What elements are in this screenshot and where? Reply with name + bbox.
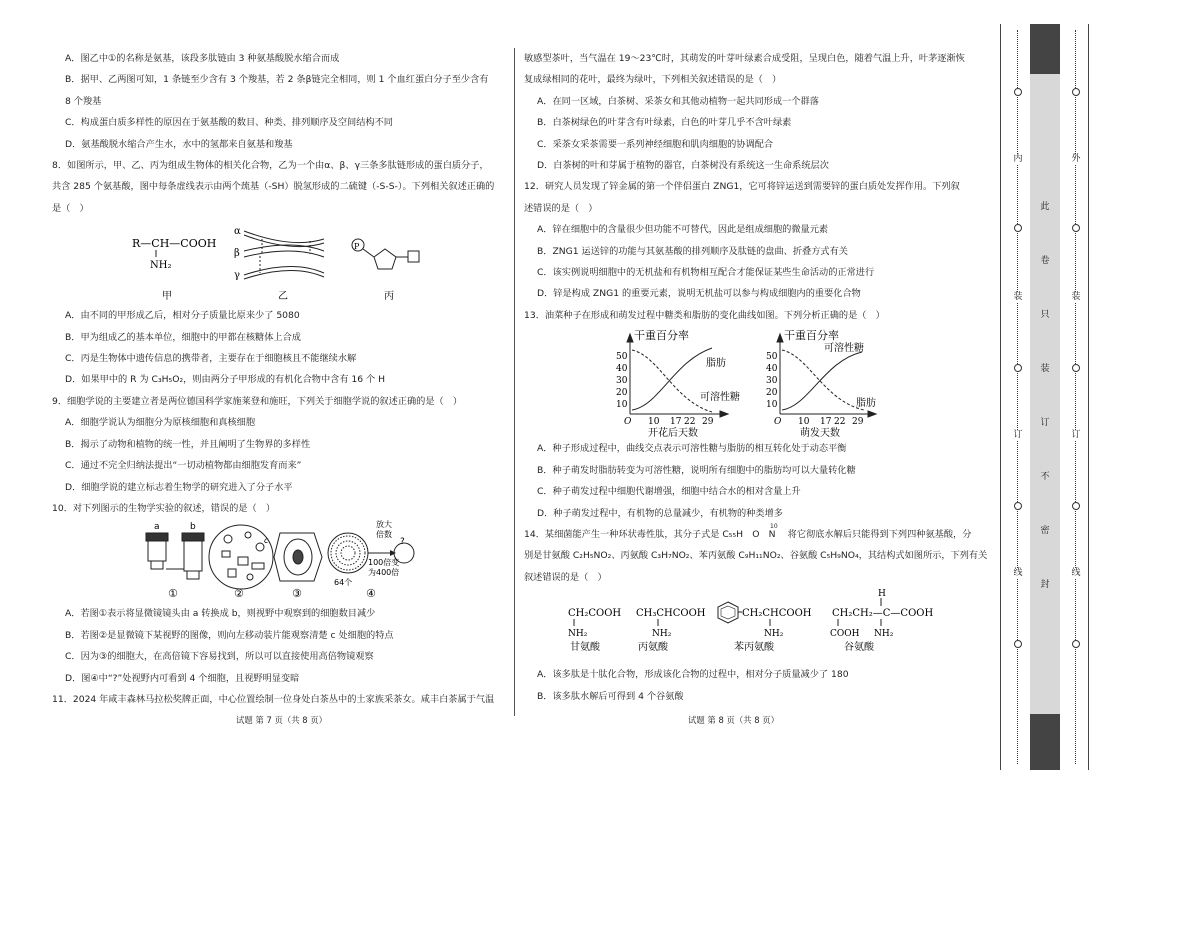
right-ytick-30: 30 xyxy=(766,376,778,387)
footer-page-8: 试题 第 8 页（共 8 页） xyxy=(688,715,779,725)
q9-option-a: A．细胞学说认为细胞分为原核细胞和真核细胞 xyxy=(65,417,256,429)
strip-circle xyxy=(1072,640,1080,648)
gray-band xyxy=(1030,24,1060,770)
q14-option-a: A．该多肽是十肽化合物，形成该化合物的过程中，相对分子质量减少了 180 xyxy=(537,669,849,681)
strip-circle xyxy=(1014,364,1022,372)
label-beta: β xyxy=(234,248,240,260)
phe-nh2: NH₂ xyxy=(764,629,784,640)
fig-number-2: ② xyxy=(234,587,244,601)
right-sugar-curve xyxy=(782,352,862,410)
q14-figure xyxy=(524,588,976,664)
ala-name: 丙氨酸 xyxy=(638,642,668,654)
q7-option-c: C．构成蛋白质多样性的原因在于氨基酸的数目、种类、排列顺序及空间结构不同 xyxy=(65,117,393,129)
label-alpha: α xyxy=(234,226,241,238)
q14-option-b: B．该多肽水解后可得到 4 个谷氨酸 xyxy=(537,690,684,702)
phe-formula: CH₂CHCOOH xyxy=(742,608,812,620)
fig-number-1: ① xyxy=(168,587,178,601)
right-xtick-10: 10 xyxy=(798,417,810,428)
q13-figure xyxy=(524,326,976,438)
inner-dotted-line xyxy=(1017,30,1018,764)
q14-stem-1-text: 14．某细菌能产生一种环状毒性肽，其分子式是 C₅₅H O N 将它彻底水解后只能得到下列四种氨基酸，分 xyxy=(524,528,972,540)
q12-stem-2: 述错误的是（ ） xyxy=(524,202,598,214)
q13-option-a: A．种子形成过程中，曲线交点表示可溶性糖与脂肪的相互转化处于动态平衡 xyxy=(537,443,847,455)
q9-option-c: C．通过不完全归纳法提出“一切动植物都由细胞发育而来” xyxy=(65,460,302,472)
q14-stem-2: 别是甘氨酸 C₂H₅NO₂、丙氨酸 C₃H₇NO₂、苯丙氨酸 C₉H₁₁NO₂、谷氨酸 C₅H₉NO₄，其结构式如图所示，下列有关 xyxy=(524,550,988,562)
q8-option-b: B．甲为组成乙的基本单位，细胞中的甲都在核糖体上合成 xyxy=(65,331,301,343)
protein-diagram xyxy=(244,231,324,279)
glu-h: H xyxy=(878,589,886,600)
left-y-title: 干重百分率 xyxy=(634,329,689,343)
gray-char: 装 xyxy=(1040,364,1050,374)
binding-strip xyxy=(1000,24,1090,770)
q14-superscript: 10 xyxy=(770,522,778,530)
ala-nh2: NH₂ xyxy=(652,629,672,640)
right-xtick-22: 22 xyxy=(834,417,846,428)
q9-stem: 9．细胞学说的主要建立者是两位德国科学家施莱登和施旺，下列关于细胞学说的叙述正确的是（ ） xyxy=(52,395,463,407)
column-divider xyxy=(514,48,515,716)
q13-option-b: B．种子萌发时脂肪转变为可溶性糖，说明所有细胞中的脂肪均可以大量转化糖 xyxy=(537,464,856,476)
gray-char: 只 xyxy=(1040,310,1050,320)
q11-option-c: C．采茶女采茶需要一系列神经细胞和肌肉细胞的协调配合 xyxy=(537,138,774,150)
left-ytick-20: 20 xyxy=(616,388,628,399)
q13-option-d: D．种子萌发过程中，有机物的总量减少，有机物的种类增多 xyxy=(537,507,783,519)
right-ytick-10: 10 xyxy=(766,400,778,411)
cell-label-c: c xyxy=(264,536,269,546)
q14-stem-3: 叙述错误的是（ ） xyxy=(524,571,607,583)
cell-count: 64个 xyxy=(334,578,353,588)
glu-cooh: COOH xyxy=(830,629,860,640)
q13-stem: 13．油菜种子在形成和萌发过程中糖类和脂肪的变化曲线如图。下列分析正确的是（ ） xyxy=(524,309,885,321)
right-x-label: 萌发天数 xyxy=(800,428,840,439)
gray-char: 订 xyxy=(1040,418,1050,428)
q9-option-d: D．细胞学说的建立标志着生物学的研究进入了分子水平 xyxy=(65,481,293,493)
q11-option-a: A．在同一区域，白茶树、采茶女和其他动植物一起共同形成一个群落 xyxy=(537,95,819,107)
strip-circle xyxy=(1072,502,1080,510)
mag-from: 100倍变 xyxy=(368,558,400,568)
q9-option-b: B．揭示了动物和植物的统一性，并且阐明了生物界的多样性 xyxy=(65,438,311,450)
gray-char: 封 xyxy=(1040,580,1050,590)
left-x-label: 开花后天数 xyxy=(648,428,698,439)
glu-formula: CH₂CH₂—C—COOH xyxy=(832,608,934,620)
left-xtick-10: 10 xyxy=(648,417,660,428)
left-xtick-17: 17 xyxy=(670,417,682,428)
fig-number-4: ④ xyxy=(366,587,376,601)
right-fat-label: 脂肪 xyxy=(856,398,876,410)
q7-option-a: A．图乙中①的名称是氨基，该段多肽链由 3 种氨基酸脱水缩合而成 xyxy=(65,53,340,64)
left-sugar-label: 可溶性糖 xyxy=(700,392,740,404)
q8-stem-2: 共含 285 个氨基酸，图中每条虚线表示由两个巯基（-SH）脱氢形成的二硫键（-S-S-）。下列相关叙述正确的 xyxy=(52,181,495,193)
inner-char-nei: 内 xyxy=(1013,154,1023,164)
ala-formula: CH₃CHCOOH xyxy=(636,608,706,620)
left-ytick-40: 40 xyxy=(616,364,628,375)
caption-jia: 甲 xyxy=(162,291,172,303)
mag-to: 为400倍 xyxy=(368,568,400,578)
label-p: P xyxy=(354,242,360,252)
q7-option-b-cont: 8 个羧基 xyxy=(65,95,102,107)
jia-nh2: NH₂ xyxy=(150,260,172,272)
q11-cont-1: 敏感型茶叶，当气温在 19～23℃时，其萌发的叶芽叶绿素合成受阻，呈现白色，随着气温上升，叶茅逐渐恢 xyxy=(524,53,965,64)
right-y-title: 干重百分率 xyxy=(784,329,839,343)
strip-edge-left xyxy=(1000,24,1001,770)
q8-option-c: C．丙是生物体中遗传信息的携带者，主要存在于细胞核且不能继续水解 xyxy=(65,353,357,365)
left-xtick-22: 22 xyxy=(684,417,696,428)
q12-option-a: A．锌在细胞中的含量很少但功能不可替代，因此是组成细胞的微量元素 xyxy=(537,224,829,236)
left-ytick-50: 50 xyxy=(616,352,628,363)
gray-char: 卷 xyxy=(1040,256,1050,266)
dark-block-top xyxy=(1030,24,1060,74)
q7-option-d: D．氨基酸脱水缩合产生水，水中的氢都来自氨基和羧基 xyxy=(65,138,293,150)
q11-option-b: B．白茶树绿色的叶芽含有叶绿素，白色的叶芽几乎不含叶绿素 xyxy=(537,117,792,129)
strip-circle xyxy=(1072,88,1080,96)
left-column xyxy=(52,48,504,710)
q13-option-c: C．种子萌发过程中细胞代谢增强，细胞中结合水的相对含量上升 xyxy=(537,486,801,498)
inner-char-ding: 订 xyxy=(1013,430,1023,440)
left-origin: O xyxy=(624,417,632,428)
q10-option-d: D．图④中“?”处视野内可看到 4 个细胞，且视野明显变暗 xyxy=(65,672,300,684)
inner-char-xian: 线 xyxy=(1013,568,1023,578)
jia-formula: R—CH—COOH xyxy=(132,237,217,251)
outer-dotted-line xyxy=(1075,30,1076,764)
q8-stem-1: 8．如图所示，甲、乙、丙为组成生物体的相关化合物，乙为一个由α、β、γ三条多肽链形成的蛋白质分子， xyxy=(52,160,489,172)
strip-circle xyxy=(1014,640,1022,648)
q7-option-b: B．据甲、乙两图可知，1 条链至少含有 3 个羧基，若 2 条β链完全相同，则 1 个血红蛋白分子至少含有 xyxy=(65,74,489,86)
fig-number-3: ③ xyxy=(292,587,302,601)
nucleotide-diagram xyxy=(352,239,419,269)
q11-option-d: D．白茶树的叶和芽属于植物的器官，白茶树没有系统这一生命系统层次 xyxy=(537,160,829,172)
strip-circle xyxy=(1072,224,1080,232)
microscope-field xyxy=(209,525,273,589)
right-ytick-50: 50 xyxy=(766,352,778,363)
right-ytick-40: 40 xyxy=(766,364,778,375)
lens-a: a xyxy=(154,522,160,533)
q12-option-d: D．锌是构成 ZNG1 的重要元素，说明无机盐可以参与构成细胞内的重要化合物 xyxy=(537,288,861,300)
question-mark: ? xyxy=(400,537,405,548)
label-gamma: γ xyxy=(234,270,240,282)
inner-char-zhuang: 装 xyxy=(1013,292,1023,302)
gly-name: 甘氨酸 xyxy=(570,642,600,654)
q10-figure xyxy=(52,519,504,603)
glu-name: 谷氨酸 xyxy=(844,642,874,654)
q11-cont-2: 复成绿相同的花叶，最终为绿叶，下列相关叙述错误的是（ ） xyxy=(524,74,782,86)
right-column xyxy=(524,48,988,707)
right-origin: O xyxy=(774,417,782,428)
lens-b: b xyxy=(190,522,196,533)
outer-char-zhuang: 装 xyxy=(1071,292,1081,302)
strip-circle xyxy=(1014,502,1022,510)
plant-cell xyxy=(274,533,322,581)
dark-block-bottom xyxy=(1030,714,1060,770)
outer-char-xian: 线 xyxy=(1071,568,1081,578)
q11-stem: 11．2024 年咸丰森林马拉松奖牌正面，中心位置绘制一位身处白茶丛中的土家族采茶女。咸丰白茶属于气温 xyxy=(52,693,495,705)
right-ytick-20: 20 xyxy=(766,388,778,399)
left-fat-label: 脂肪 xyxy=(706,358,726,370)
mag-title-2: 倍数 xyxy=(376,530,392,540)
q8-figure xyxy=(52,219,504,305)
left-ytick-30: 30 xyxy=(616,376,628,387)
gly-formula: CH₂COOH xyxy=(568,608,622,620)
right-sugar-label: 可溶性糖 xyxy=(824,343,864,355)
gray-char: 此 xyxy=(1040,202,1050,212)
strip-circle xyxy=(1014,88,1022,96)
strip-edge-right xyxy=(1088,24,1089,770)
q12-stem-1: 12．研究人员发现了锌金属的第一个伴侣蛋白 ZNG1，它可将锌运送到需要锌的蛋白质处发挥作用。下列叙 xyxy=(524,181,960,193)
right-xtick-17: 17 xyxy=(820,417,832,428)
gray-char: 密 xyxy=(1040,526,1050,536)
outer-char-wai: 外 xyxy=(1071,154,1081,164)
q8-option-d: D．如果甲中的 R 为 C₃H₅O₂，则由两分子甲形成的有机化合物中含有 16 个 H xyxy=(65,374,386,386)
left-xtick-29: 29 xyxy=(702,417,714,428)
mag-title-1: 放大 xyxy=(376,520,392,530)
strip-circle xyxy=(1014,224,1022,232)
q12-option-b: B．ZNG1 运送锌的功能与其氨基酸的排列顺序及肽链的盘曲、折叠方式有关 xyxy=(537,245,848,257)
caption-yi: 乙 xyxy=(278,291,288,303)
phe-name: 苯丙氨酸 xyxy=(734,642,774,654)
gly-nh2: NH₂ xyxy=(568,629,588,640)
right-xtick-29: 29 xyxy=(852,417,864,428)
q10-option-c: C．因为③的细胞大，在高倍镜下容易找到，所以可以直接使用高倍物镜观察 xyxy=(65,651,374,663)
left-graph-axes xyxy=(627,334,728,417)
q10-option-b: B．若图②是显微镜下某视野的图像，则向左移动装片能观察清楚 c 处细胞的特点 xyxy=(65,629,394,641)
q12-option-c: C．该实例说明细胞中的无机盐和有机物相互配合才能保证某些生命活动的正常进行 xyxy=(537,267,875,279)
footer-page-7: 试题 第 7 页（共 8 页） xyxy=(236,715,327,725)
q8-stem-3: 是（ ） xyxy=(52,202,89,214)
objective-lenses xyxy=(146,533,204,579)
right-fat-curve xyxy=(782,350,864,410)
gray-char: 不 xyxy=(1040,472,1050,482)
caption-bing: 丙 xyxy=(384,291,394,303)
strip-circle xyxy=(1072,364,1080,372)
q8-option-a: A．由不同的甲形成乙后，相对分子质量比原来少了 5080 xyxy=(65,310,300,322)
left-ytick-10: 10 xyxy=(616,400,628,411)
outer-char-ding: 订 xyxy=(1071,430,1081,440)
q10-option-a: A．若图①表示将显微镜镜头由 a 转换成 b，则视野中观察到的细胞数目减少 xyxy=(65,608,376,620)
q14-stem-1 xyxy=(524,524,976,545)
glu-nh2: NH₂ xyxy=(874,629,894,640)
q10-stem: 10．对下列图示的生物学实验的叙述，错误的是（ ） xyxy=(52,502,276,514)
